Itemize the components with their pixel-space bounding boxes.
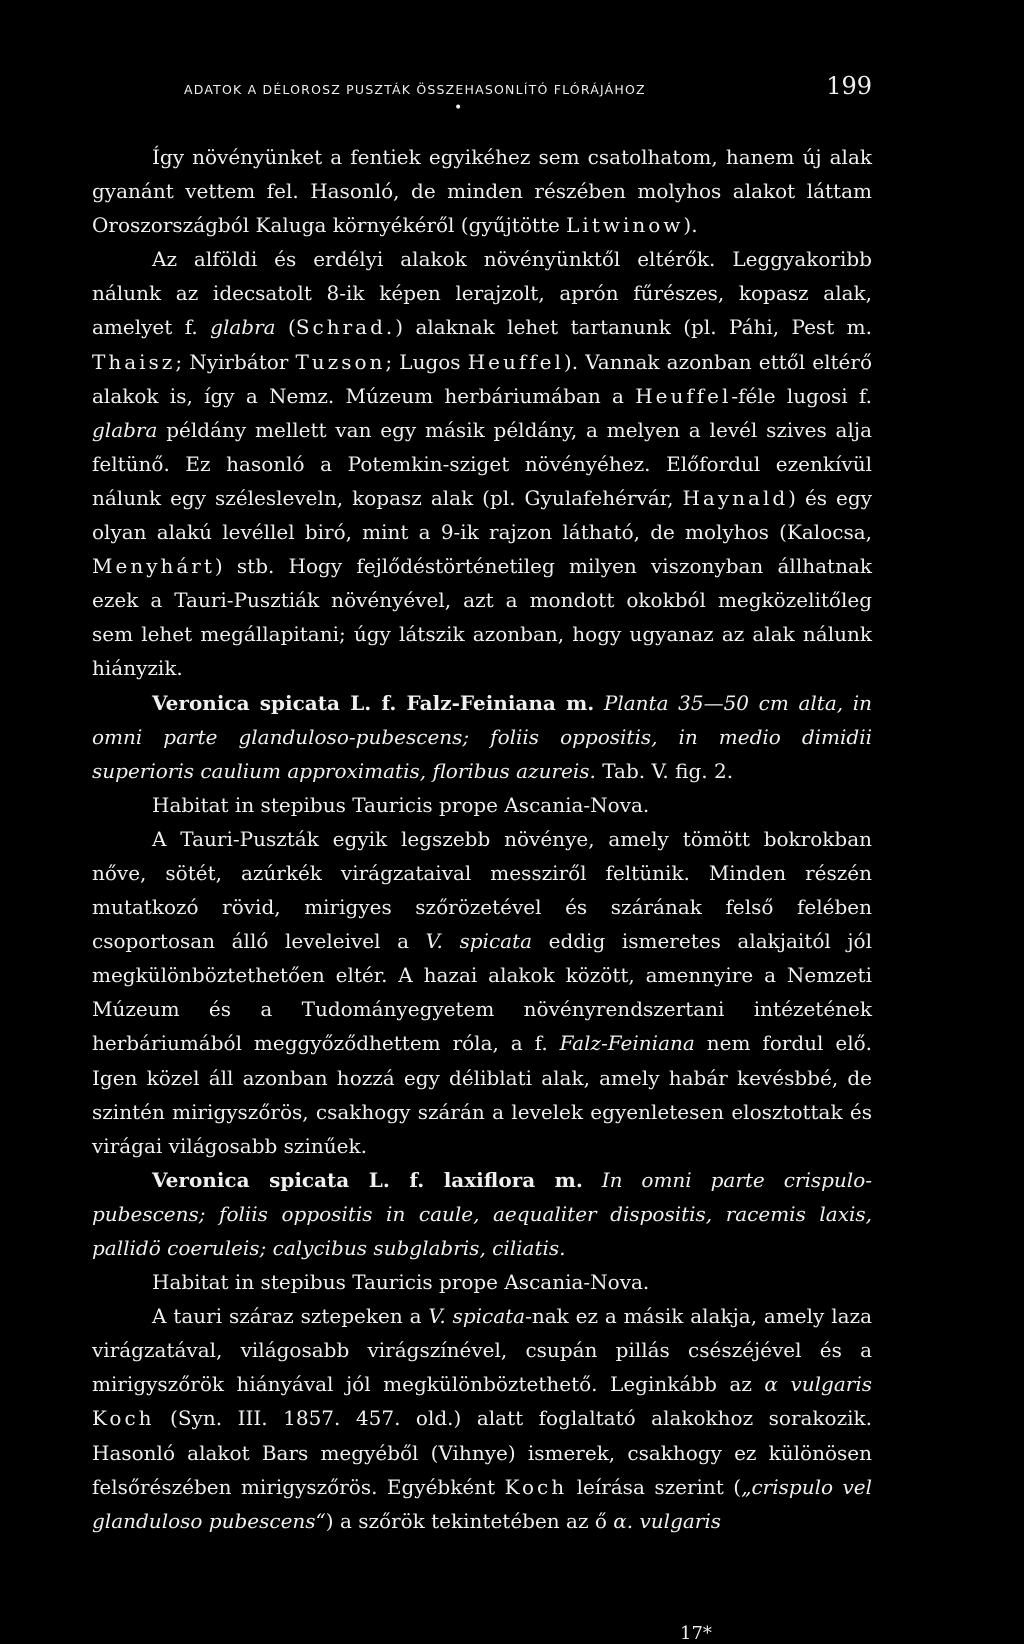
page-body <box>92 140 872 1538</box>
text-run: példány mellett van egy másik példány, a melyen a levél szives alja feltünő. Ez hasonló a Potemkin-sziget növényéhez. Előfordul ezenkívül nálunk egy szélesleveln, kopasz alak (pl. Gyulafehérvár, <box>92 417 872 510</box>
text-run <box>594 691 604 715</box>
text-run: leírása szerint ( <box>567 1474 742 1499</box>
header-dot: • <box>454 100 463 116</box>
text-run: -féle lugosi f. <box>731 383 872 408</box>
paragraph-6 <box>92 1163 872 1265</box>
figure-reference: Tab. V. fig. 2. <box>595 758 734 783</box>
text-run: ). Vannak azonban ettől eltérő alakok is, így a Nemz. Múzeum herbáriumában a <box>92 349 872 408</box>
author-name: Koch <box>504 1474 568 1499</box>
text-run: Az alföldi és erdélyi alakok növényünktől eltérők. Leggyakoribb nálunk az idecsatolt 8-ik képen lerajzolt, aprón fűrészes, kopasz alak, amelyet f. <box>92 247 872 340</box>
text-run <box>583 1168 602 1192</box>
text-run: eddig ismeretes alakjaitól jól megkülönböztethetően eltér. A hazai alakok között, amennyire a Nemzeti Múzeum és a Tudományegyetem növényrendszertani intézetének herbáriumából meggyőződhettem róla, a f. <box>92 929 872 1056</box>
text-run: ) a szőrök tekintetében az ő <box>325 1508 614 1533</box>
text-run: A Tauri-Puszták egyik legszebb növénye, amely tömött bokrokban nőve, sötét, azúrkék virágzataival messziről feltünik. Minden részén mutatkozó rövid, mirigyes szőrözetével és szárának felső felében csoportosan álló leveleivel a <box>92 826 872 954</box>
signature-mark: 17* <box>680 1623 712 1644</box>
author-name: Koch <box>92 1406 155 1431</box>
author-name: Haynald <box>682 485 789 510</box>
taxon-name: glabra <box>210 315 276 340</box>
page <box>92 0 872 1642</box>
taxon-heading: Veronica spicata L. f. laxiflora m. <box>152 1167 583 1192</box>
paragraph-8 <box>92 1299 872 1538</box>
paragraph-4: Habitat in stepibus Tauricis prope Ascania-Nova. <box>152 792 650 817</box>
taxon-name: α. vulgaris <box>613 1508 722 1533</box>
taxon-name: V. spicata <box>425 929 533 954</box>
text-run: ). <box>683 213 698 238</box>
taxon-name: V. spicata <box>428 1304 526 1329</box>
author-name: Menyhárt <box>92 554 215 579</box>
author-name: Schrad. <box>295 315 396 340</box>
paragraph-2 <box>92 242 872 685</box>
text-run: ( <box>275 315 296 340</box>
text-run: A tauri száraz sztepeken a <box>152 1304 429 1329</box>
text-run: ; Lugos <box>385 349 468 374</box>
page-number: 199 <box>826 72 872 100</box>
text-run: ) alaknak lehet tartanunk (pl. Páhi, Pest m. <box>395 315 872 340</box>
running-title: ADATOK A DÉLOROSZ PUSZTÁK ÖSSZEHASONLÍTÓ FLÓRÁJÁHOZ <box>184 82 646 97</box>
taxon-heading: Veronica spicata L. f. Falz-Feiniana m. <box>152 690 595 715</box>
latin-diagnosis: In omni parte crispulo-pubescens; foliis oppositis in caule, aequaliter dispositis, racemis laxis, pallidö coeruleis; calycibus subglabris, ciliatis. <box>92 1167 872 1260</box>
paragraph-7: Habitat in stepibus Tauricis prope Ascania-Nova. <box>152 1270 650 1295</box>
text-run: Így növényünket a fentiek egyikéhez sem csatolhatom, hanem új alak gyanánt vettem fel. Hasonló, de minden részében molyhos alakot láttam Oroszországból Kaluga környékéről (gyűjtötte <box>92 145 872 238</box>
text-run: ; Nyirbátor <box>175 349 296 374</box>
text-run: -nak ez a másik alakja, amely laza virágzatával, világosabb virágszínével, csupán pillás csészéjével és a mirigyszőrök hiányával jól megkülönböztethető. Leginkább az <box>92 1304 872 1397</box>
text-run: ) stb. Hogy fejlődéstörténetileg milyen viszonyban állhatnak ezek a Tauri-Pusztiák növényével, azt a mondott okokból megközelitőleg sem lehet megállapitani; úgy látszik azonban, hogy ugyanaz az alak nálunk hiányzik. <box>92 554 872 681</box>
text-run: (Syn. III. 1857. 457. old.) alatt foglaltató alakokhoz sorakozik. Hasonló alakot Bars megyéből (Vihnye) ismerek, csakhogy ez különösen felsőrészében mirigyszőrös. Egyébként <box>92 1406 872 1499</box>
author-name: Litwinow <box>566 213 684 238</box>
author-name: Heuffel <box>635 383 732 408</box>
quotation: „crispulo vel glanduloso pubescens“ <box>92 1474 873 1533</box>
taxon-name: Falz-Feiniana <box>559 1031 695 1056</box>
text-run: ) és egy olyan alakú levéllel biró, mint a 9-ik rajzon látható, de molyhos (Kalocsa, <box>92 485 872 545</box>
author-name: Tuzson <box>295 349 386 374</box>
paragraph-5 <box>92 822 872 1163</box>
paragraph-3 <box>92 686 872 788</box>
taxon-name: glabra <box>92 417 158 442</box>
taxon-name: α vulgaris <box>764 1372 872 1397</box>
latin-diagnosis: Planta 35—50 cm alta, in omni parte glanduloso-pubescens; foliis oppositis, in medio dimidii superioris caulium approximatis, floribus azureis. <box>92 690 873 783</box>
author-name: Heuffel <box>467 349 564 374</box>
author-name: Thaisz <box>92 349 176 374</box>
text-run: nem fordul elő. Igen közel áll azonban hozzá egy déliblati alak, amely habár kevésbbé, de szintén mirigyszőrös, csakhogy szárán a levelek egyenletesen elosztottak és virágai világosabb szinűek. <box>92 1031 873 1158</box>
paragraph-1 <box>92 140 872 242</box>
